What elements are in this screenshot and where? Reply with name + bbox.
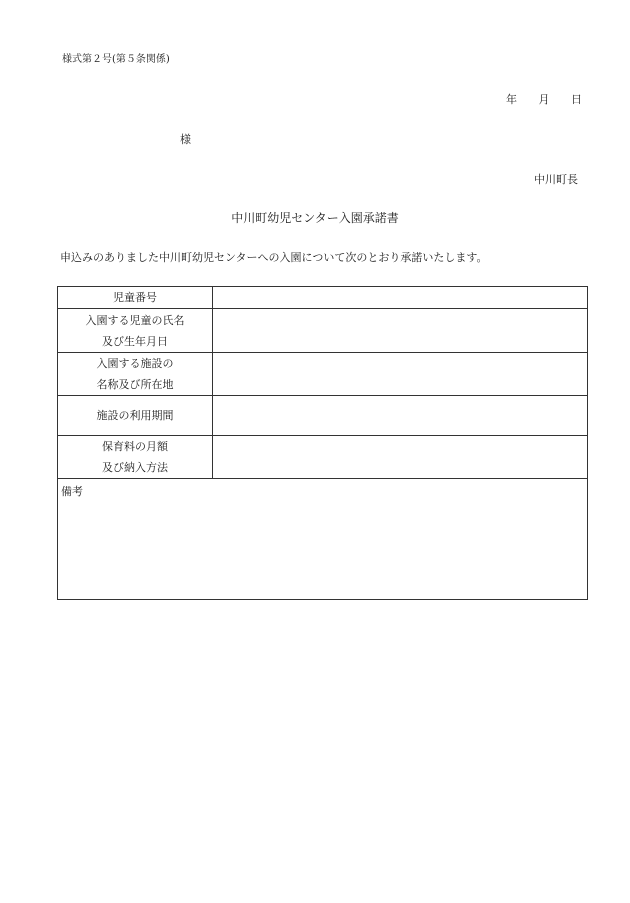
form-number: 様式第２号(第５条関係) (62, 54, 170, 65)
approval-table (57, 286, 588, 600)
addressee-suffix: 様 (180, 133, 191, 146)
facility-field (213, 353, 588, 396)
period-label: 施設の利用期間 (58, 396, 213, 436)
table-row (58, 396, 588, 436)
table-row (58, 436, 588, 479)
child-name-label-line1: 入園する児童の氏名 (85, 313, 185, 327)
table-row (58, 479, 588, 600)
child-name-field (213, 309, 588, 353)
child-number-label: 児童番号 (58, 287, 213, 309)
child-name-label (58, 309, 213, 353)
fee-field (213, 436, 588, 479)
fee-label-line1: 保育料の月額 (102, 440, 168, 453)
child-number-field (213, 287, 588, 309)
remarks-label: 備考 (61, 485, 83, 498)
table-row (58, 353, 588, 396)
date-line (506, 91, 582, 107)
table-row (58, 287, 588, 309)
facility-label (58, 353, 213, 396)
table-row (58, 309, 588, 353)
date-month: 月 (538, 93, 550, 106)
period-field (213, 396, 588, 436)
facility-label-line1: 入園する施設の (96, 357, 174, 370)
facility-label-line2: 名称及び所在地 (96, 378, 174, 391)
date-day: 日 (571, 93, 582, 106)
document-title: 中川町幼児センター入園承諾書 (231, 211, 399, 225)
fee-label-line2: 及び納入方法 (102, 461, 168, 474)
remarks-cell (58, 479, 588, 600)
body-text: 申込みのありました中川町幼児センターへの入園について次のとおり承諾いたします。 (60, 251, 488, 264)
fee-label (58, 436, 213, 479)
issuer-name: 中川町長 (534, 173, 578, 186)
date-year: 年 (506, 93, 517, 106)
child-name-label-line2: 及び生年月日 (102, 334, 168, 348)
